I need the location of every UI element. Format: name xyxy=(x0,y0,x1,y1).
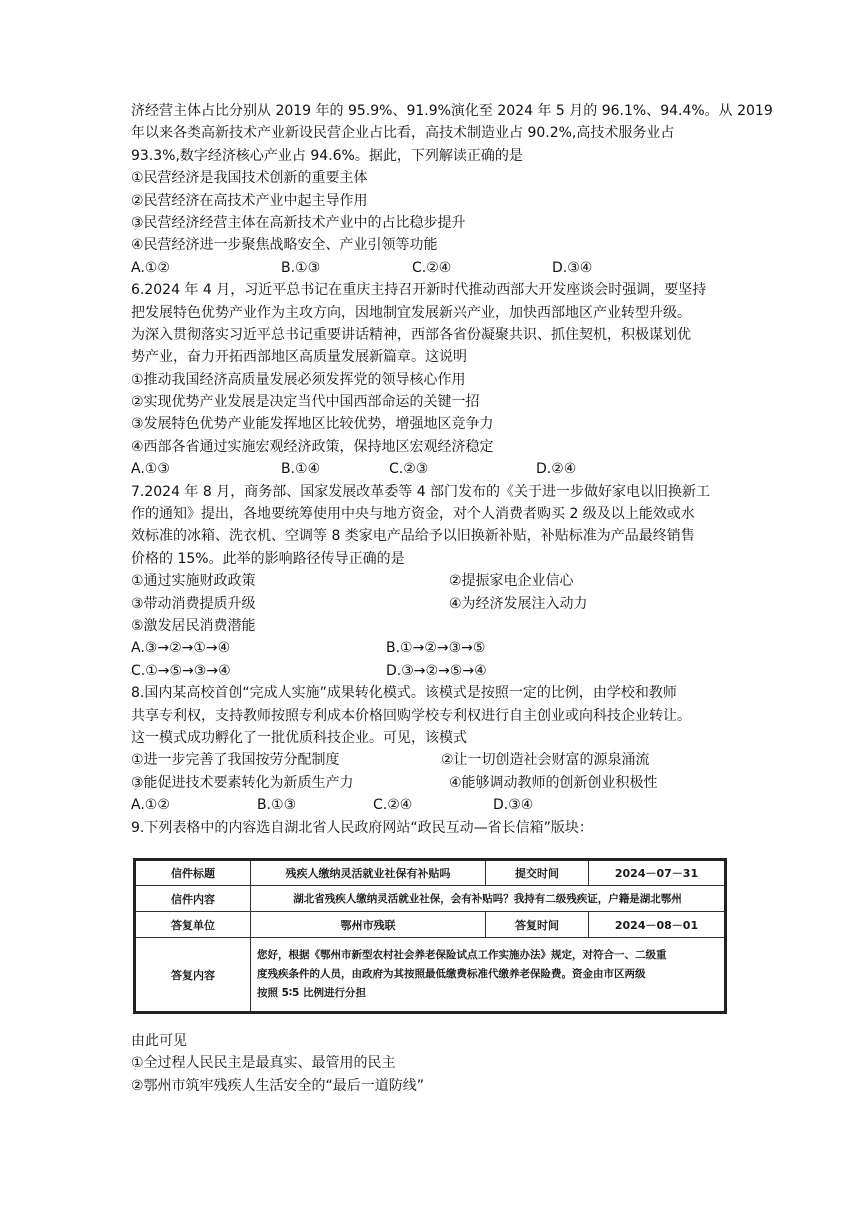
q8-answer-b: B.①③ xyxy=(257,797,297,814)
q6-option: ④西部各省通过实施宏观经济政策，保持地区宏观经济稳定 xyxy=(131,438,494,455)
table-row xyxy=(135,860,726,886)
q6-stem-line: 把发展特色优势产业作为主攻方向，因地制宜发展新兴产业，加快西部地区产业转型升级。 xyxy=(131,304,691,321)
q7-option-row xyxy=(131,570,731,592)
q6-option: ②实现优势产业发展是决定当代中国西部命运的关键一招 xyxy=(131,394,480,411)
submit-label-cell: 提交时间 xyxy=(486,860,589,886)
q6-answer-a: A.①③ xyxy=(131,461,170,478)
q5-answer-a: A.①② xyxy=(131,259,170,276)
q7-option: ⑤激发居民消费潜能 xyxy=(131,617,256,634)
reply-line: 度残疾条件的人员，由政府为其按照最低缴费标准代缴养老保险费。资金由市区两级 xyxy=(257,968,646,980)
q7-answer-c: C.①→⑤→③→④ xyxy=(131,662,231,679)
content-value-cell: 湖北省残疾人缴纳灵活就业社保，会有补贴吗？我持有二级残疾证，户籍是湖北鄂州 xyxy=(251,886,726,912)
title-label-cell: 信件标题 xyxy=(135,860,251,886)
q8-option-row xyxy=(131,749,731,771)
q7-option: ①通过实施财政政策 xyxy=(131,573,256,590)
q5-answer-b: B.①③ xyxy=(281,259,321,276)
reply-label-cell: 答复内容 xyxy=(135,938,251,1013)
table-row xyxy=(135,912,726,938)
q5-answer-row xyxy=(131,257,731,279)
q8-stem-line: 这一模式成功孵化了一批优质科技企业。可见，该模式 xyxy=(131,729,467,746)
q6-option: ③发展特色优势产业能发挥地区比较优势，增强地区竞争力 xyxy=(131,416,494,433)
q7-stem-line: 价格的 15%。此举的影响路径传导正确的是 xyxy=(131,550,405,567)
q8-option: ③能促进技术要素转化为新质生产力 xyxy=(131,774,354,791)
q6-stem-line: 6.2024 年 4 月，习近平总书记在重庆主持召开新时代推动西部大开发座谈会时强调，要坚持 xyxy=(131,282,707,299)
q6-option: ①推动我国经济高质量发展必须发挥党的领导核心作用 xyxy=(131,371,466,388)
q6-stem-line: 为深入贯彻落实习近平总书记重要讲话精神，西部各省份凝聚共识、抓住契机，积极谋划优 xyxy=(131,326,691,343)
q7-option: ③带动消费提质升级 xyxy=(131,595,256,612)
q5-option: ②民营经济在高技术产业中起主导作用 xyxy=(131,192,368,209)
reply-time-label-cell: 答复时间 xyxy=(486,912,589,938)
q5-intro-line: 济经营主体占比分别从 2019 年的 95.9%、91.9%演化至 2024 年 5 月的 96.1%、94.4%。从 2019 xyxy=(131,103,773,119)
q9-intro: 9.下列表格中的内容选自湖北省人民政府网站“政民互动—省长信箱”版块： xyxy=(131,819,593,836)
reply-line: 按照 5∶5 比例进行分担 xyxy=(257,987,367,999)
q8-answer-row xyxy=(131,794,731,816)
q8-option: ①进一步完善了我国按劳分配制度 xyxy=(131,752,340,769)
q6-answer-c: C.②③ xyxy=(389,461,429,478)
q6-answer-row xyxy=(131,458,731,480)
q5-answer-d: D.③④ xyxy=(552,259,593,276)
table-row xyxy=(135,938,726,1013)
reply-line: 您好，根据《鄂州市新型农村社会养老保险试点工作实施办法》规定，对符合一、二级重 xyxy=(257,949,667,961)
q7-stem-line: 作的通知》提出，各地要统筹使用中央与地方资金，对个人消费者购买 2 级及以上能效或水 xyxy=(131,506,695,523)
q9-after-line: 由此可见 xyxy=(131,1033,187,1049)
q8-option-row xyxy=(131,772,731,794)
q5-option: ③民营经济经营主体在高新技术产业中的占比稳步提升 xyxy=(131,214,466,231)
q8-stem-line: 8.国内某高校首创“完成人实施”成果转化模式。该模式是按照一定的比例，由学校和教师 xyxy=(131,685,677,702)
q8-option: ②让一切创造社会财富的源泉涌流 xyxy=(441,752,650,769)
q6-stem-line: 势产业，奋力开拓西部地区高质量发展新篇章。这说明 xyxy=(131,349,467,366)
q7-option-row xyxy=(131,593,731,615)
q5-answer-c: C.②④ xyxy=(412,259,452,276)
q9-option: ①全过程人民民主是最真实、最管用的民主 xyxy=(131,1055,396,1072)
unit-value-cell: 鄂州市残联 xyxy=(251,912,486,938)
q9-option: ②鄂州市筑牢残疾人生活安全的“最后一道防线” xyxy=(131,1077,425,1094)
submit-value-cell: 2024－07－31 xyxy=(589,860,726,886)
q6-answer-d: D.②④ xyxy=(536,461,577,478)
q7-answer-row xyxy=(131,637,731,659)
q8-answer-a: A.①② xyxy=(131,797,170,814)
table-row xyxy=(135,886,726,912)
q7-answer-a: A.③→②→①→④ xyxy=(131,640,231,657)
question-block-upper xyxy=(131,100,773,839)
q7-option: ④为经济发展注入动力 xyxy=(449,595,588,612)
q6-answer-b: B.①④ xyxy=(281,461,321,478)
q7-answer-d: D.③→②→⑤→④ xyxy=(386,662,487,679)
reply-content-cell xyxy=(251,938,726,1013)
q7-stem-line: 效标准的冰箱、洗衣机、空调等 8 类家电产品给予以旧换新补贴，补贴标准为产品最终销售 xyxy=(131,528,695,545)
q5-option: ①民营经济是我国技术创新的重要主体 xyxy=(131,170,368,187)
title-value-cell: 残疾人缴纳灵活就业社保有补贴吗 xyxy=(251,860,486,886)
q7-answer-row xyxy=(131,660,731,682)
q7-option: ②提振家电企业信心 xyxy=(449,573,574,590)
q8-option: ④能够调动教师的创新创业积极性 xyxy=(449,774,658,791)
q8-answer-c: C.②④ xyxy=(373,797,413,814)
content-label-cell: 信件内容 xyxy=(135,886,251,912)
q7-stem-line: 7.2024 年 8 月，商务部、国家发展改革委等 4 部门发布的《关于进一步做好家电以旧换新工 xyxy=(131,483,711,500)
mailbox-table-wrap xyxy=(133,858,727,1014)
q5-option: ④民营经济进一步聚焦战略安全、产业引领等功能 xyxy=(131,237,438,254)
q8-answer-d: D.③④ xyxy=(493,797,534,814)
q5-intro-line: 年以来各类高新技术产业新设民营企业占比看，高技术制造业占 90.2%,高技术服务业占 xyxy=(131,125,675,142)
q5-intro-line: 93.3%,数字经济核心产业占 94.6%。据此，下列解读正确的是 xyxy=(131,147,523,164)
mailbox-table xyxy=(133,858,727,1014)
reply-time-value-cell: 2024－08－01 xyxy=(589,912,726,938)
q7-answer-b: B.①→②→③→⑤ xyxy=(386,640,486,657)
q9-after-block xyxy=(131,1030,424,1097)
q8-stem-line: 共享专利权，支持教师按照专利成本价格回购学校专利权进行自主创业或向科技企业转让。 xyxy=(131,707,691,724)
unit-label-cell: 答复单位 xyxy=(135,912,251,938)
